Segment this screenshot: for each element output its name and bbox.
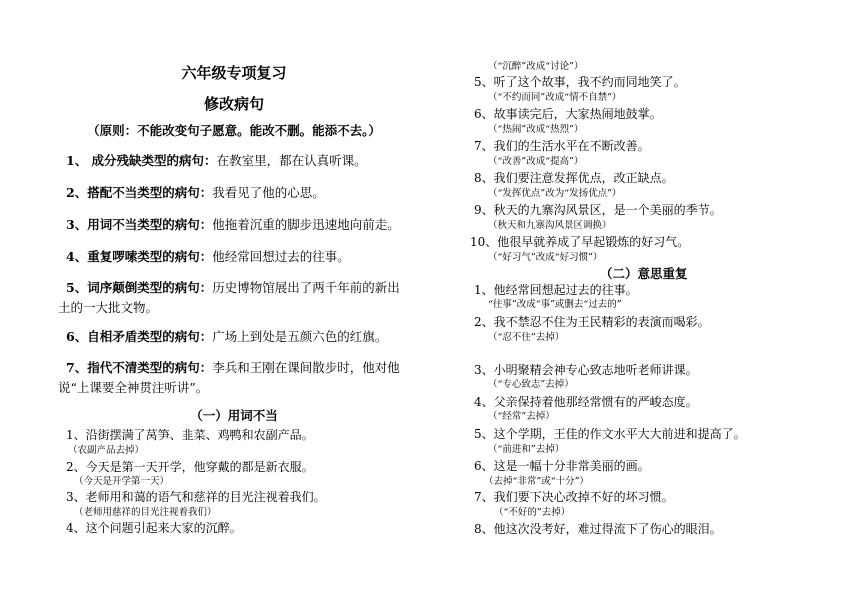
list-item: 7、我们的生活水平在不断改善。 [474, 139, 650, 153]
type-item-5 [58, 278, 400, 318]
correction-note: “往事”改成“事”或删去“过去的” [488, 299, 622, 310]
type-label: 2、搭配不当类型的病句： [66, 185, 213, 200]
correction-note: （“沉醉”改成“讨论”） [488, 61, 584, 72]
section-heading-wording: （一）用词不当 [190, 408, 278, 423]
correction-note: （农副产品去掉） [68, 445, 145, 456]
type-label: 7、指代不清类型的病句： [66, 360, 213, 375]
type-label: 1、 成分残缺类型的病句： [66, 153, 217, 168]
type-item-1 [66, 155, 367, 168]
list-item: 7、我们要下决心改掉不好的坏习惯。 [474, 490, 674, 504]
correction-note: （“经常”去掉） [488, 411, 555, 422]
correction-note: （“改善”改成“提高”） [488, 156, 584, 167]
list-item: 1、沿街摆满了莴笋、韭菜、鸡鸭和农副产品。 [66, 428, 314, 442]
list-item: 3、小明聚精会神专心致志地听老师讲课。 [474, 363, 698, 377]
correction-note: （“前进和”去掉） [488, 444, 565, 455]
correction-note: （“不约而同”改成“情不自禁”） [488, 92, 622, 103]
principle-note: （原则：不能改变句子愿意。能改不删。能添不去。） [87, 123, 381, 138]
correction-note: （去掉“非常”或“十分”） [484, 476, 589, 487]
list-item: 3、老师用和蔼的语气和慈祥的目光注视着我们。 [66, 490, 326, 504]
section-heading-repetition: （二）意思重复 [600, 266, 688, 281]
list-item: 8、他这次没考好，难过得流下了伤心的眼泪。 [474, 522, 722, 536]
correction-note: （老师用慈祥的目光注视着我们） [74, 507, 217, 518]
type-item-6 [66, 331, 387, 344]
type-item-4 [66, 251, 350, 264]
type-example: 他经常回想过去的往事。 [212, 249, 350, 264]
type-label: 4、重复啰嗦类型的病句： [66, 249, 213, 264]
type-label: 5、词序颠倒类型的病句： [66, 280, 213, 295]
list-item: 2、今天是第一天开学，他穿戴的都是新衣服。 [66, 460, 314, 474]
type-example: 广场上到处是五颜六色的红旗。 [212, 329, 388, 344]
list-item: 1、他经常回想起过去的往事。 [474, 283, 638, 297]
type-item-2 [66, 187, 325, 200]
correction-note: （“好习气”改成“好习惯”） [488, 252, 603, 263]
correction-note: （“发挥优点”改为“发扬优点”） [488, 188, 622, 199]
type-example: 在教室里，都在认真听课。 [216, 153, 367, 168]
correction-note: （“热闹”改成“热烈”） [488, 124, 584, 135]
type-example: 历史博物馆展出了两千年前的新出土的一大批文物。 [58, 280, 400, 315]
list-item: 8、我们要注意发挥优点，改正缺点。 [474, 171, 674, 185]
list-item: 6、这是一幅十分非常美丽的画。 [474, 459, 650, 473]
correction-note: （“不好的”去掉） [494, 507, 571, 518]
list-item: 5、听了这个故事，我不约而同地笑了。 [474, 75, 686, 89]
list-item: 6、故事读完后，大家热闹地鼓掌。 [474, 107, 662, 121]
list-item: 10、他很早就养成了早起锻炼的好习气。 [470, 235, 690, 249]
correction-note: （今天是开学第一天） [74, 476, 170, 487]
list-item: 4、这个问题引起来大家的沉醉。 [66, 521, 242, 535]
type-item-3 [66, 219, 400, 232]
list-item: 9、秋天的九寨沟风景区，是一个美丽的季节。 [474, 203, 722, 217]
type-example: 他拖着沉重的脚步迅速地向前走。 [212, 217, 400, 232]
type-example: 李兵和王刚在课间散步时，他对他说“上课要全神贯注听讲”。 [58, 360, 400, 395]
type-example: 我看见了他的心思。 [212, 185, 325, 200]
page-subtitle: 修改病句 [203, 95, 264, 113]
type-label: 6、自相矛盾类型的病句： [66, 329, 213, 344]
list-item: 5、这个学期，王佳的作文水平大大前进和提高了。 [474, 427, 746, 441]
correction-note: （“专心致志”去掉） [488, 379, 574, 390]
list-item: 4、父亲保持着他那经常惯有的严峻态度。 [474, 395, 698, 409]
correction-note: （“忍不住”去掉） [488, 332, 565, 343]
type-item-7 [58, 358, 400, 398]
type-label: 3、用词不当类型的病句： [66, 217, 213, 232]
correction-note: （秋天和九寨沟风景区调换） [488, 220, 612, 231]
page-title: 六年级专项复习 [181, 64, 287, 82]
list-item: 2、我不禁忍不住为王民精彩的表演而喝彩。 [474, 315, 710, 329]
